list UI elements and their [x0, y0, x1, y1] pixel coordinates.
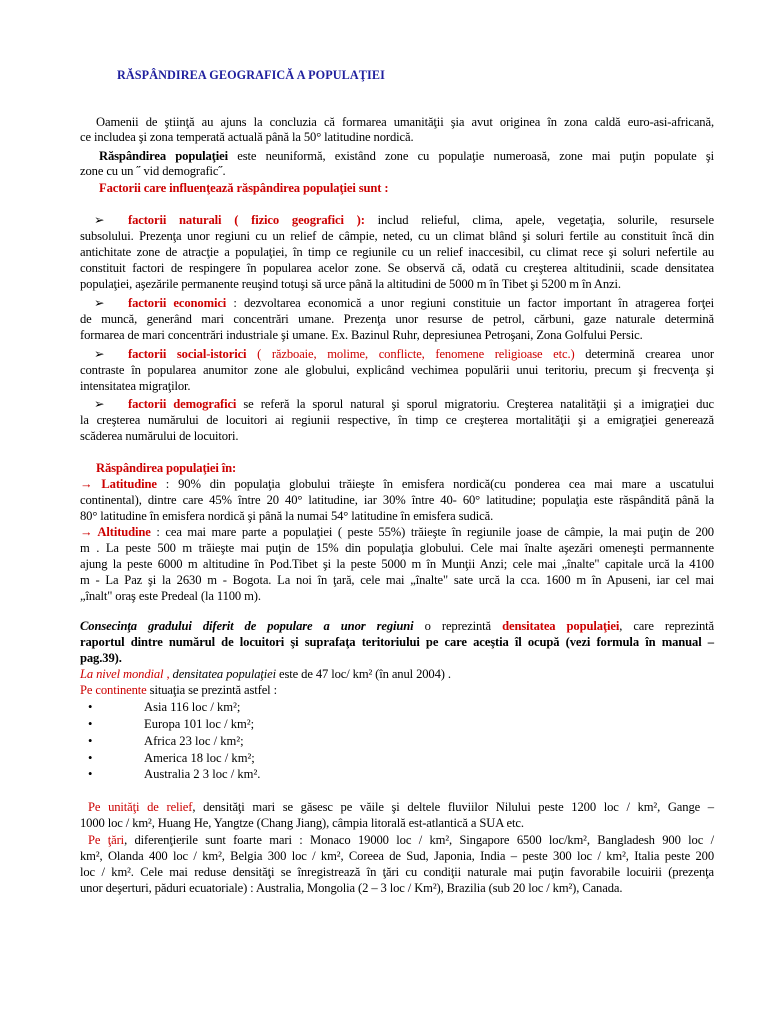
- density-intro-end: , care reprezintă: [619, 619, 715, 633]
- continents-label: Pe continente: [80, 683, 147, 697]
- altitude-line-3: ajung la peste 6000 m altitudine în Pod.Tibet şi la peste 5000 m în Munţii Anzi; cele mai „înalte" capitale urcă la 4100: [80, 557, 714, 571]
- factor-economic-text: : dezvoltarea economică a unor regiuni constituie un factor important în atragerea forţei: [226, 296, 714, 310]
- factors-heading: Factorii care influenţează răspândirea populaţiei sunt :: [99, 181, 389, 195]
- continent-item: Asia 116 loc / km²;: [144, 700, 241, 714]
- intro-line-2: ce includea şi zona temperată actuală până la 50° latitudine nordică.: [80, 130, 414, 144]
- relief-label: Pe unităţi de relief: [88, 800, 193, 814]
- distribution-term: Răspândirea populaţiei: [99, 149, 228, 163]
- relief-text: , densităţi mari se găsesc pe văile şi deltele fluviilor Nilului peste 1200 loc / km², Gange –: [192, 800, 714, 814]
- world-density-term: densitatea populaţiei: [172, 667, 276, 681]
- paragraph-2-line-2: zone cu un ˝ vid demografic˝.: [80, 164, 226, 178]
- density-line-1: [80, 618, 714, 634]
- countries-line-2: km², Olanda 400 loc / km², Belgia 300 loc / km², Coreea de Sud, Japonia, India – peste 300 loc / km², Italia peste 200: [80, 849, 714, 863]
- arrow-bullet-icon: ➢: [94, 296, 105, 310]
- factor-natural-line-2: subsolului. Prezenţa unor regiuni cu un relief de câmpie, neted, cu un climat blând şi soluri fertile au constituit încă din: [80, 229, 714, 243]
- factor-social-line-1: [88, 346, 714, 362]
- factor-social-text: determină crearea unor: [574, 347, 714, 361]
- factor-economic-line-1: [88, 295, 714, 311]
- countries-line-1: [88, 832, 714, 848]
- factor-natural-line-5: populaţiei, aşezările permanente reuşind totuşi să urce până la altitudini de 5000 m în Tibet şi 5200 m în Anzi.: [80, 277, 621, 291]
- paragraph-2-text: este neuniformă, existând zone cu populaţie numeroasă, zone mai puţin populate şi: [227, 149, 714, 163]
- factor-natural-line-3: antichitate zone de atracţie a populaţiei, în timp ce regiunile cu un relief inaccesibil, cu climat rece şi soluri nefertile au: [80, 245, 714, 259]
- countries-line-3: loc / km². Cele mai reduse densităţi se înregistrează în ţări cu condiţii naturale mai puţin favorabile locuirii (prezenţa: [80, 865, 714, 879]
- factor-natural-line-4: constituit factori de respingere în popularea acelor zone. Se observă că, odată cu creşterea altitudinii, scade densitatea: [80, 261, 714, 275]
- factor-social-line-3: intensitatea migraţilor.: [80, 379, 191, 393]
- world-density-label: La nivel mondial: [80, 667, 164, 681]
- factor-demographic-text: se referă la sporul natural şi sporul migratoriu. Creşterea natalităţii şi a imigraţiei duc: [236, 397, 714, 411]
- altitude-label: → Altitudine: [80, 525, 151, 539]
- factor-economic-label: factorii economici: [128, 296, 227, 310]
- bullet-icon: •: [88, 700, 93, 714]
- latitude-text: : 90% din populaţia globului trăieşte în emisfera nordică(cu ponderea cea mai mare a uscatului: [156, 477, 714, 491]
- continents-intro-line: [80, 682, 714, 698]
- latitude-line-3: 80° latitudine în emisfera nordică şi până la numai 54° latitudine în emisfera sudică.: [80, 509, 494, 523]
- arrow-bullet-icon: ➢: [94, 347, 105, 361]
- countries-label: Pe ţări: [88, 833, 125, 847]
- bullet-icon: •: [88, 767, 93, 781]
- factor-social-line-2: contraste în popularea anumitor zone ale globului, explicând vechimea populării unui teritoriu, precum şi frecvenţa şi: [80, 363, 714, 377]
- bullet-icon: •: [88, 717, 93, 731]
- world-density-separator: ,: [163, 667, 173, 681]
- bullet-icon: •: [88, 751, 93, 765]
- density-connector: o reprezintă: [413, 619, 503, 633]
- latitude-line-2: continental), dintre care 45% între 20 40° latitudine, iar 30% între 40- 60° latitudine; populaţia este răspândită până la: [80, 493, 714, 507]
- density-definition-line-3: pag.39).: [80, 651, 122, 665]
- density-definition-line-2: raportul dintre numărul de locuitori şi suprafaţa teritoriului pe care aceştia îl ocupă (vezi formula în manual –: [80, 635, 714, 649]
- latitude-line-1: [80, 476, 714, 492]
- continent-item: America 18 loc / km²;: [144, 751, 255, 765]
- bullet-icon: •: [88, 734, 93, 748]
- world-density-line: [80, 666, 714, 682]
- factor-natural-line-1: [88, 212, 714, 228]
- continent-item: Australia 2 3 loc / km².: [144, 767, 261, 781]
- arrow-bullet-icon: ➢: [94, 397, 105, 411]
- altitude-line-1: [80, 524, 714, 540]
- countries-text: , diferenţierile sunt foarte mari : Monaco 19000 loc / km², Singapore 6500 loc/km², Bangladesh 900 loc /: [124, 833, 714, 847]
- factor-social-examples: ( războaie, molime, conflicte, fenomene religioase etc.): [246, 347, 575, 361]
- world-density-value: este de 47 loc/ km² (în anul 2004) .: [276, 667, 451, 681]
- factor-demographic-line-3: scăderea numărului de locuitori.: [80, 429, 239, 443]
- continents-intro-text: situaţia se prezintă astfel :: [146, 683, 277, 697]
- distribution-heading: Răspândirea populaţiei în:: [96, 461, 237, 475]
- factor-natural-text: includ relieful, clima, apele, vegetaţia, solurile, resursele: [364, 213, 714, 227]
- paragraph-2-line-1: [99, 148, 714, 164]
- altitude-line-5: „înalt" oraş este Predeal (la 1100 m).: [80, 589, 261, 603]
- factor-economic-line-2: de muncă, generând mari concentrări umane. Prezenţa unor resurse de petrol, cărbuni, gaze naturale determină: [80, 312, 714, 326]
- density-term: densitatea populaţiei: [502, 619, 620, 633]
- factor-demographic-line-1: [88, 396, 714, 412]
- relief-line-2: 1000 loc / km², Huang He, Yangtze (Chang Jiang), câmpia litorală est-atlantică a SUA etc.: [80, 816, 524, 830]
- altitude-line-4: m - La Paz şi la 2630 m - Bogota. La noi în ţară, cele mai „înalte" sate urcă la cca. 1600 m în Apuseni, iar cel mai: [80, 573, 714, 587]
- factor-social-label: factorii social-istorici: [128, 347, 247, 361]
- density-intro: Consecinţa gradului diferit de populare a unor regiuni: [80, 619, 414, 633]
- factor-demographic-label: factorii demografici: [128, 397, 237, 411]
- altitude-text: : cea mai mare parte a populaţiei ( peste 55%) trăieşte în regiunile joase de câmpie, la mai puţin de 200: [150, 525, 714, 539]
- relief-line-1: [88, 799, 714, 815]
- factor-economic-line-3: formarea de mari concentrări industriale şi umane. Ex. Bazinul Ruhr, depresiunea Petroşani, Zona Golfului Persic.: [80, 328, 643, 342]
- factor-demographic-line-2: la creşterea numărului de locuitori ai regiunii respective, în timp ce creşterea mortalităţii şi a emigraţiei generează: [80, 413, 714, 427]
- continent-item: Europa 101 loc / km²;: [144, 717, 255, 731]
- altitude-line-2: m . La peste 500 m trăieşte mai puţin de 15% din populaţia globului. Cele mai înalte aşezări omeneşti permannente: [80, 541, 714, 555]
- intro-line-1: Oamenii de ştiinţă au ajuns la concluzia că formarea umanităţii şia avut originea în zona caldă euro-asi-africană,: [96, 115, 714, 129]
- page-title: RĂSPÂNDIREA GEOGRAFICĂ A POPULAŢIEI: [117, 68, 385, 82]
- continent-item: Africa 23 loc / km²;: [144, 734, 244, 748]
- countries-line-4: unor deşerturi, păduri ecuatoriale) : Australia, Mongolia (2 – 3 loc / Km²), Brazilia (sub 20 loc / km²), Canada.: [80, 881, 623, 895]
- latitude-label: → Latitudine: [80, 477, 157, 491]
- factor-natural-label: factorii naturali ( fizico geografici ):: [128, 213, 365, 227]
- arrow-bullet-icon: ➢: [94, 213, 105, 227]
